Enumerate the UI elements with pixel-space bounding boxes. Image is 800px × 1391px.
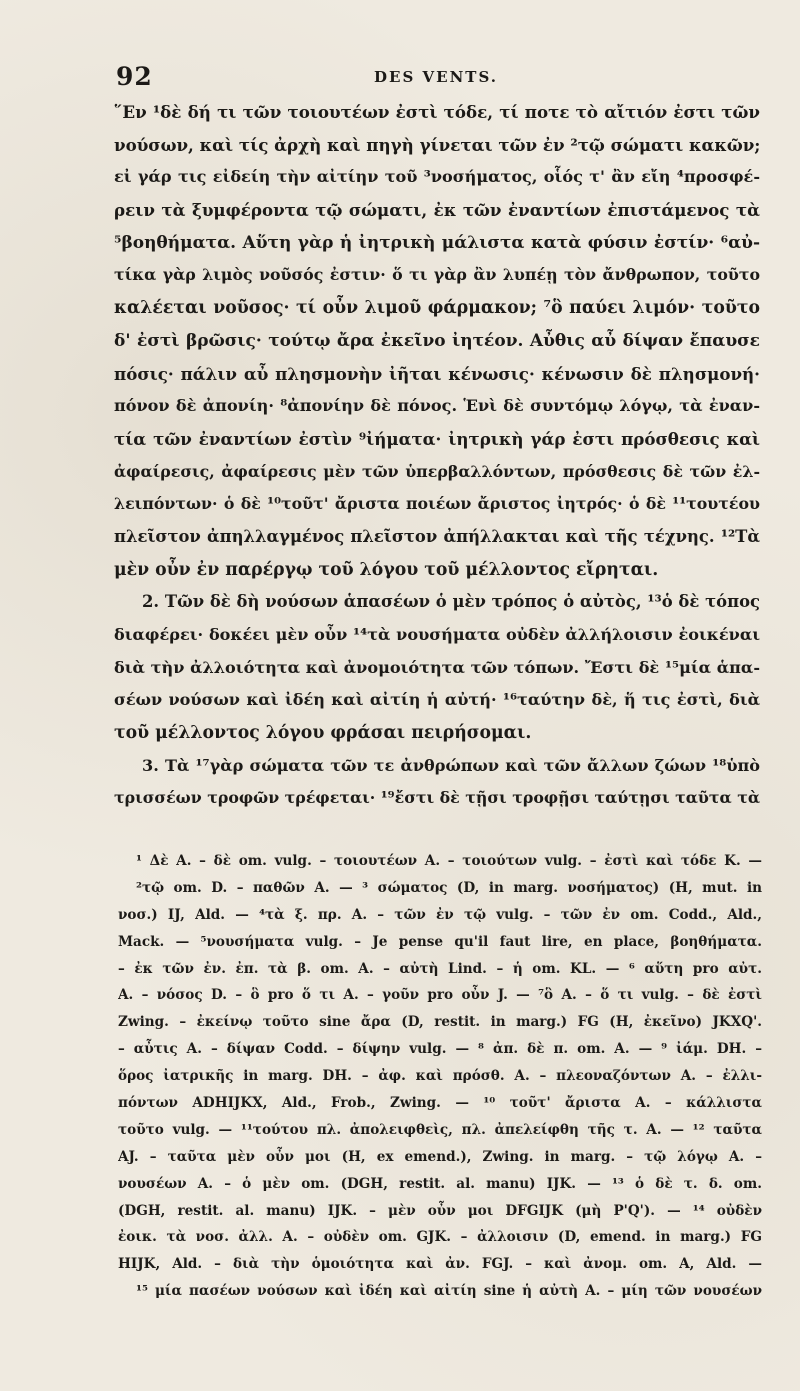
text-line: τοῦ μέλλοντος λόγου φράσαι πειρήσομαι. bbox=[114, 723, 532, 744]
text-line: ἀφαίρεσις, ἀφαίρεσις μὲν τῶν ὑπερβαλλόντων, πρόσθεσις δὲ τῶν ἐλ- bbox=[114, 461, 760, 481]
footnote-line: νοσ.) IJ, Ald. — ⁴τὰ ξ. πρ. A. – τῶν ἐν τῷ vulg. – τῶν ἐν om. Codd., Ald., bbox=[118, 906, 762, 923]
text-line: δ' ἐστὶ βρῶσις· τούτῳ ἄρα ἐκεῖνο ἰητέον. Αὖθις αὖ δίψαν ἔπαυσε bbox=[114, 330, 760, 351]
footnotes bbox=[118, 848, 762, 1305]
page-header bbox=[116, 60, 756, 96]
text-line: τία τῶν ἐναντίων ἐστὶν ⁹ἰήματα· ἰητρικὴ γάρ ἐστι πρόσθεσις καὶ bbox=[114, 428, 760, 449]
footnote-line: – ἐκ τῶν ἐν. ἐπ. τὰ β. om. A. – αὐτὴ Lind. – ἡ om. KL. — ⁶ αὕτη pro αὐτ. bbox=[118, 960, 762, 977]
text-line: πλεῖστον ἀπηλλαγμένος πλεῖστον ἀπήλλακται καὶ τῆς τέχνης. ¹²Τὰ bbox=[114, 526, 760, 546]
footnote-line: Zwing. – ἐκείνῳ τοῦτο sine ἄρα (D, restit. in marg.) FG (H, ἐκεῖνο) JKXQ'. bbox=[118, 1014, 762, 1031]
footnote-line: ¹⁵ μία πασέων νούσων καὶ ἰδέη καὶ αἰτίη sine ἡ αὐτὴ A. – μίη τῶν νουσέων bbox=[136, 1283, 762, 1300]
footnote-line: ²τῷ om. D. – παθῶν A. — ³ σώματος (D, in marg. νοσήματος) (H, mut. in bbox=[136, 879, 762, 896]
footnote-line: ὅρος ἰατρικῆς in marg. DH. – ἀφ. καὶ πρόσθ. A. – πλεοναζόντων A. – ἐλλι- bbox=[118, 1068, 762, 1085]
page-number: 92 bbox=[116, 62, 153, 91]
text-line: διαφέρει· δοκέει μὲν οὖν ¹⁴τὰ νουσήματα οὐδὲν ἀλλήλοισιν ἐοικέναι bbox=[114, 625, 760, 644]
text-line: νούσων, καὶ τίς ἀρχὴ καὶ πηγὴ γίνεται τῶν ἐν ²τῷ σώματι κακῶν; bbox=[114, 134, 760, 155]
text-line: εἰ γάρ τις εἰδείη τὴν αἰτίην τοῦ ³νοσήματος, οἷός τ' ἂν εἴη ⁴προσφέ- bbox=[114, 167, 760, 187]
text-line: ρειν τὰ ξυμφέροντα τῷ σώματι, ἐκ τῶν ἐναντίων ἐπιστάμενος τὰ bbox=[114, 200, 760, 221]
text-line: λειπόντων· ὁ δὲ ¹⁰τοῦτ' ἄριστα ποιέων ἄριστος ἰητρός· ὁ δὲ ¹¹τουτέου bbox=[114, 494, 760, 514]
footnote-line: (DGH, restit. al. manu) IJK. – μὲν οὖν μοι DFGIJK (μὴ P'Q'). — ¹⁴ οὐδὲν bbox=[118, 1202, 762, 1219]
footnote-line: AJ. – ταῦτα μὲν οὖν μοι (H, ex emend.), Zwing. in marg. – τῷ λόγῳ A. – bbox=[118, 1148, 762, 1165]
footnote-line: τοῦτο vulg. — ¹¹τούτου πλ. ἀπολειφθεὶς, πλ. ἀπελείφθη τῆς τ. A. — ¹² ταῦτα bbox=[118, 1121, 762, 1138]
text-line: καλέεται νοῦσος· τί οὖν λιμοῦ φάρμακον; ⁷ὃ παύει λιμόν· τοῦτο bbox=[114, 298, 760, 319]
text-line: ῞Εν ¹δὲ δή τι τῶν τοιουτέων ἐστὶ τόδε, τί ποτε τὸ αἴτιόν ἐστι τῶν bbox=[114, 102, 760, 122]
footnote-line: νουσέων A. – ὁ μὲν om. (DGH, restit. al. manu) IJK. — ¹³ ὁ δὲ τ. δ. om. bbox=[118, 1175, 762, 1192]
footnote-line: ¹ Δὲ A. – δὲ om. vulg. – τοιουτέων A. – τοιούτων vulg. – ἐστὶ καὶ τόδε K. — bbox=[136, 853, 762, 869]
footnote-line: HIJK, Ald. – διὰ τὴν ὁμοιότητα καὶ ἀν. FGJ. – καὶ ἀνομ. om. A, Ald. — bbox=[118, 1256, 762, 1273]
text-line: διὰ τὴν ἀλλοιότητα καὶ ἀνομοιότητα τῶν τόπων. Ἔστι δὲ ¹⁵μία ἁπα- bbox=[114, 657, 760, 677]
text-line: τίκα γὰρ λιμὸς νοῦσός ἐστιν· ὅ τι γὰρ ἂν λυπέῃ τὸν ἄνθρωπον, τοῦτο bbox=[114, 265, 760, 285]
running-title: DES VENTS. bbox=[374, 68, 498, 86]
text-line: σέων νούσων καὶ ἰδέη καὶ αἰτίη ἡ αὐτή· ¹⁶ταύτην δὲ, ἥ τις ἐστὶ, διὰ bbox=[114, 690, 760, 710]
text-line: ⁵βοηθήματα. Αὕτη γὰρ ἡ ἰητρικὴ μάλιστα κατὰ φύσιν ἐστίν· ⁶αὐ- bbox=[114, 232, 760, 253]
footnote-line: – αὖτις A. – δίψαν Codd. – δίψην vulg. — ⁸ ἀπ. δὲ π. om. A. — ⁹ ἰάμ. DH. – bbox=[118, 1041, 762, 1058]
section-3-start: 3. Τὰ ¹⁷γὰρ σώματα τῶν τε ἀνθρώπων καὶ τῶν ἄλλων ζώων ¹⁸ὑπὸ bbox=[142, 755, 760, 775]
text-line: πόσις· πάλιν αὖ πλησμονὴν ἰῆται κένωσις· κένωσιν δὲ πλησμονή· bbox=[114, 363, 760, 384]
footnote-line: Mack. — ⁵νουσήματα vulg. – Je pense qu'il faut lire, en place, βοηθήματα. bbox=[118, 933, 762, 950]
footnote-line: A. – νόσος D. – ὃ pro ὅ τι A. – γοῦν pro οὖν J. — ⁷ὃ A. – ὅ τι vulg. – δὲ ἐστὶ bbox=[118, 987, 762, 1004]
footnote-line: ἐοικ. τὰ νοσ. ἀλλ. A. – οὐδὲν om. GJK. – ἀλλοισιν (D, emend. in marg.) FG bbox=[118, 1229, 762, 1246]
text-line: τρισσέων τροφῶν τρέφεται· ¹⁹ἔστι δὲ τῇσι τροφῇσι ταύτῃσι ταῦτα τὰ bbox=[114, 788, 760, 808]
main-text bbox=[114, 96, 760, 815]
footnote-line: πόντων ADHIJKX, Ald., Frob., Zwing. — ¹⁰ τοῦτ' ἄριστα A. – κάλλιστα bbox=[118, 1095, 762, 1112]
text-line: μὲν οὖν ἐν παρέργῳ τοῦ λόγου τοῦ μέλλοντος εἴρηται. bbox=[114, 559, 659, 580]
section-2-start: 2. Τῶν δὲ δὴ νούσων ἁπασέων ὁ μὲν τρόπος ὁ αὐτὸς, ¹³ὁ δὲ τόπος bbox=[142, 592, 760, 612]
text-line: πόνον δὲ ἀπονίη· ⁸ἀπονίην δὲ πόνος. Ἑνὶ δὲ συντόμῳ λόγῳ, τὰ ἐναν- bbox=[114, 396, 760, 416]
